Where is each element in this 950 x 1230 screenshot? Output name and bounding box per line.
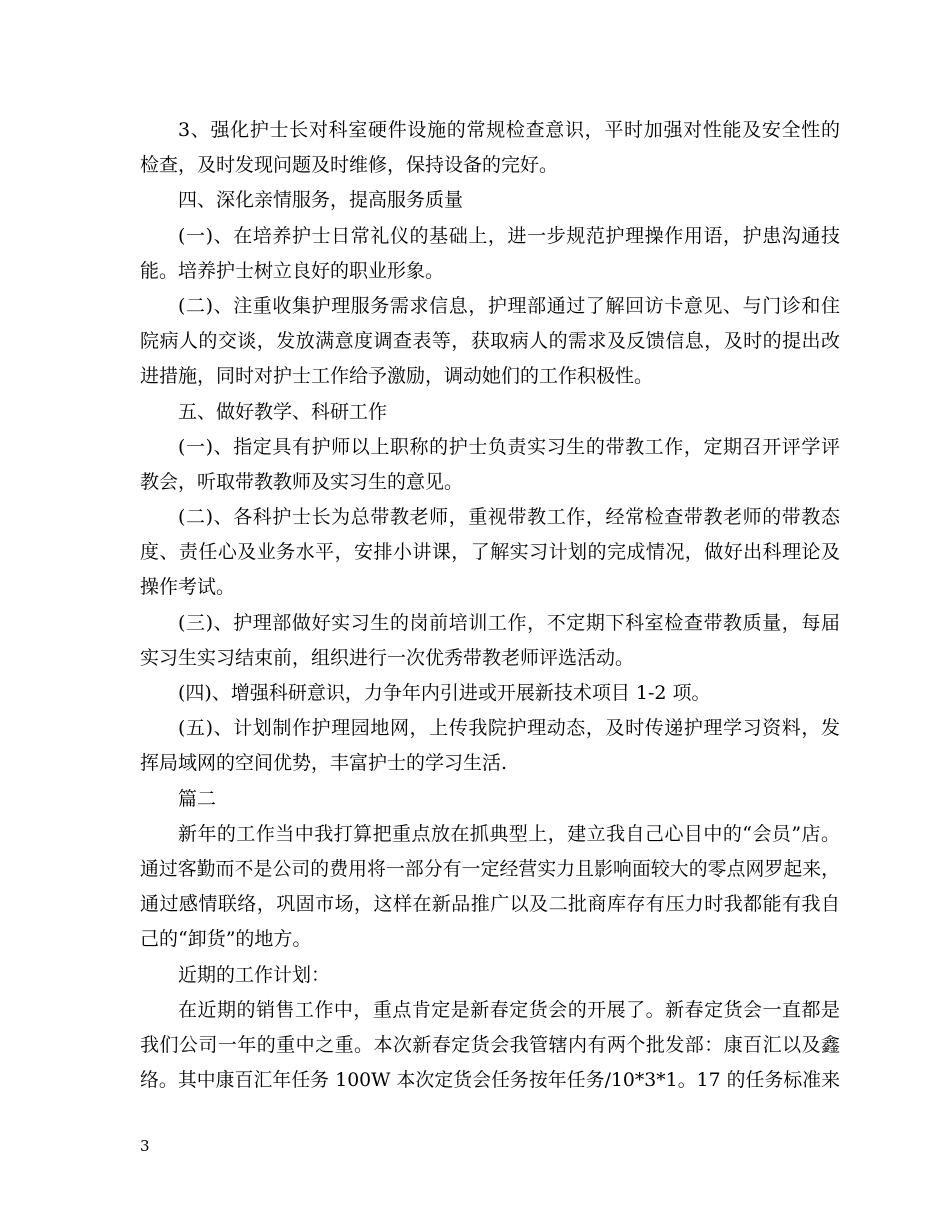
text-line: 在近期的销售工作中，重点肯定是新春定货会的开展了。新春定货会一直都是 — [178, 998, 840, 1021]
text-line: 3、强化护士长对科室硬件设施的常规检查意识，平时加强对性能及安全性的 — [178, 119, 840, 141]
text-line: 篇二 — [178, 787, 217, 810]
text-line: 己的“卸货”的地方。 — [140, 928, 312, 951]
text-line: 实习生实习结束前，组织进行一次优秀带教老师评选活动。 — [140, 646, 635, 669]
text-line: 我们公司一年的重中之重。本次新春定货会我管辖内有两个批发部：康百汇以及鑫 — [140, 1033, 840, 1056]
document-body — [140, 113, 840, 1098]
text-line: (一)、在培养护士日常礼仪的基础上，进一步规范护理操作用语，护患沟通技 — [178, 224, 840, 247]
text-line: 进措施，同时对护士工作给予激励，调动她们的工作积极性。 — [140, 365, 654, 388]
text-line: (四)、增强科研意识，力争年内引进或开展新技术项目 1-2 项。 — [178, 682, 711, 704]
text-line: 教会，听取带教教师及实习生的意见。 — [140, 470, 464, 493]
page-number: 3 — [140, 1137, 150, 1155]
text-line: 院病人的交谈，发放满意度调查表等，获取病人的需求及反馈信息，及时的提出改 — [140, 330, 840, 353]
text-line: (三)、护理部做好实习生的岗前培训工作，不定期下科室检查带教质量，每届 — [178, 611, 840, 634]
text-line: (二)、各科护士长为总带教老师，重视带教工作，经常检查带教老师的带教态 — [178, 506, 840, 529]
text-line: 络。其中康百汇年任务 100W 本次定货会任务按年任务/10*3*1。17 的任务标准来 — [140, 1070, 840, 1092]
text-line: (二)、注重收集护理服务需求信息，护理部通过了解回访卡意见、与门诊和住 — [178, 294, 840, 317]
text-line: 能。培养护士树立良好的职业形象。 — [140, 259, 445, 282]
text-line: 通过客勤而不是公司的费用将一部分有一定经营实力且影响面较大的零点网罗起来， — [140, 858, 840, 880]
text-line: (一)、指定具有护师以上职称的护士负责实习生的带教工作，定期召开评学评 — [178, 435, 840, 458]
text-line: 五、做好教学、科研工作 — [178, 400, 388, 423]
text-line: 新年的工作当中我打算把重点放在抓典型上，建立我自己心目中的“会员”店。 — [178, 822, 840, 845]
text-line: 通过感情联络，巩固市场，这样在新品推广以及二批商库存有压力时我都能有我自 — [140, 893, 840, 916]
text-line: (五)、计划制作护理园地网，上传我院护理动态，及时传递护理学习资料，发 — [178, 717, 840, 740]
text-line: 挥局域网的空间优势，丰富护士的学习生活. — [140, 752, 508, 775]
text-line: 近期的工作计划： — [178, 963, 331, 986]
text-line: 四、深化亲情服务，提高服务质量 — [178, 189, 464, 212]
text-line: 检查，及时发现问题及时维修，保持设备的完好。 — [140, 154, 559, 177]
text-line: 度、责任心及业务水平，安排小讲课，了解实习计划的完成情况，做好出科理论及 — [140, 541, 840, 564]
text-line: 操作考试。 — [140, 576, 236, 599]
